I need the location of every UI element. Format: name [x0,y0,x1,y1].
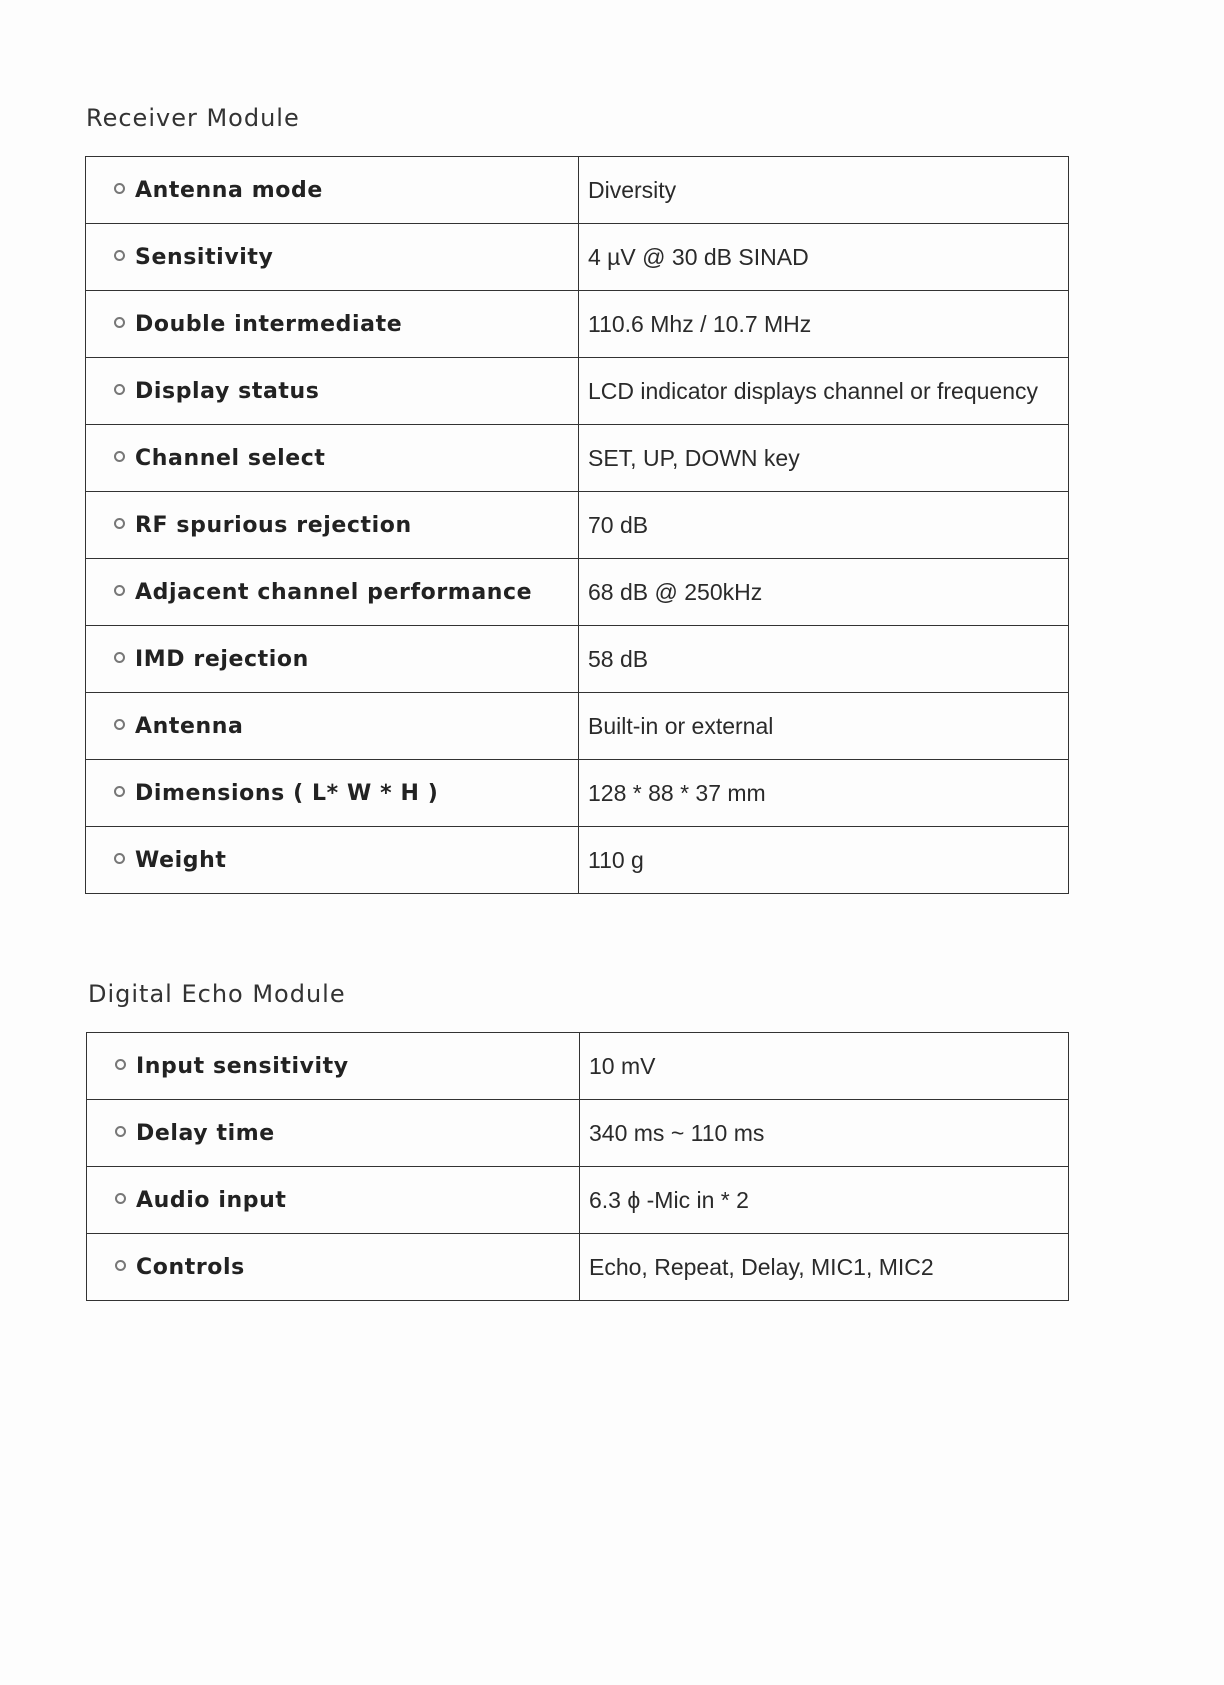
spec-value: Built-in or external [579,693,1069,760]
spec-value: 68 dB @ 250kHz [579,559,1069,626]
spec-label: Controls [136,1254,245,1280]
table-row [86,626,1069,693]
spec-label: IMD rejection [135,646,309,672]
table-row [86,492,1069,559]
table-row [86,827,1069,894]
bullet-icon [114,719,125,730]
bullet-icon [114,317,125,328]
echo-module-heading: Digital Echo Module [88,980,346,1008]
table-row [86,693,1069,760]
table-row [86,559,1069,626]
spec-label: Sensitivity [135,244,274,270]
echo-spec-table [86,1032,1069,1301]
spec-label: Display status [135,378,320,404]
bullet-icon [114,585,125,596]
spec-label: Audio input [136,1187,287,1213]
table-row [86,760,1069,827]
bullet-icon [114,652,125,663]
bullet-icon [114,384,125,395]
spec-label: Dimensions ( L* W * H ) [135,780,439,806]
spec-value: 128 * 88 * 37 mm [579,760,1069,827]
table-row [87,1033,1069,1100]
spec-value: Diversity [579,157,1069,224]
spec-value: 6.3 ϕ -Mic in * 2 [580,1167,1069,1234]
spec-label: RF spurious rejection [135,512,412,538]
spec-label: Antenna [135,713,244,739]
table-row [86,358,1069,425]
spec-value: SET, UP, DOWN key [579,425,1069,492]
bullet-icon [115,1059,126,1070]
table-row [87,1167,1069,1234]
bullet-icon [114,250,125,261]
table-row [86,157,1069,224]
spec-label: Delay time [136,1120,275,1146]
spec-value: 70 dB [579,492,1069,559]
bullet-icon [115,1126,126,1137]
spec-value: 110.6 Mhz / 10.7 MHz [579,291,1069,358]
receiver-spec-table [85,156,1069,894]
spec-label: Input sensitivity [136,1053,349,1079]
spec-value: 58 dB [579,626,1069,693]
spec-label: Double intermediate [135,311,403,337]
bullet-icon [114,853,125,864]
table-row [87,1100,1069,1167]
spec-value: 340 ms ~ 110 ms [580,1100,1069,1167]
table-row [87,1234,1069,1301]
spec-label: Weight [135,847,227,873]
bullet-icon [114,786,125,797]
spec-label: Adjacent channel performance [135,579,533,605]
spec-value: Echo, Repeat, Delay, MIC1, MIC2 [580,1234,1069,1301]
bullet-icon [114,451,125,462]
spec-label: Antenna mode [135,177,323,203]
spec-value: 10 mV [580,1033,1069,1100]
bullet-icon [114,183,125,194]
table-row [86,224,1069,291]
spec-value: 110 g [579,827,1069,894]
table-row [86,425,1069,492]
bullet-icon [115,1193,126,1204]
spec-value: 4 µV @ 30 dB SINAD [579,224,1069,291]
spec-value: LCD indicator displays channel or frequency [579,358,1069,425]
bullet-icon [114,518,125,529]
receiver-module-heading: Receiver Module [86,104,300,132]
spec-label: Channel select [135,445,326,471]
table-row [86,291,1069,358]
bullet-icon [115,1260,126,1271]
